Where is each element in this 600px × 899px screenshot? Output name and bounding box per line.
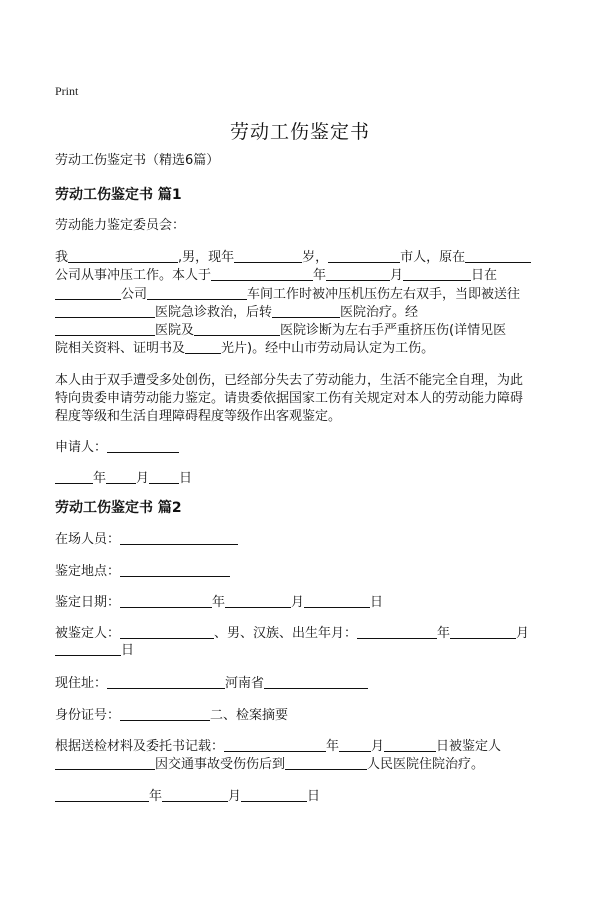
blank (55, 303, 155, 318)
blank (55, 755, 155, 770)
month-label: 月 (136, 471, 150, 486)
blank (55, 285, 121, 300)
p1-line5 (55, 321, 506, 341)
day-label: 日 (307, 789, 321, 804)
year-label: 年 (212, 595, 226, 610)
idno-label: 身份证号： (55, 708, 121, 723)
blank (185, 339, 221, 354)
section1-heading: 劳动工伤鉴定书 篇1 (55, 187, 182, 203)
place-line (55, 562, 230, 582)
text: 市人，原在 (400, 250, 466, 265)
blank (241, 787, 307, 802)
address-label: 现住址： (55, 676, 108, 691)
year-label: 年 (326, 739, 340, 754)
blank (272, 303, 340, 318)
document-subtitle: 劳动工伤鉴定书（精选6篇） (55, 153, 220, 168)
blank (147, 285, 247, 300)
blank (285, 755, 367, 770)
person-line-2 (55, 641, 134, 661)
month-label: 月 (516, 626, 530, 641)
blank (120, 530, 238, 545)
sign-date-line (55, 469, 192, 489)
text: 人民医院住院治疗。 (367, 757, 485, 772)
blank (234, 248, 302, 263)
p1-line6 (55, 339, 434, 359)
month-label: 月 (291, 595, 305, 610)
blank (107, 438, 179, 453)
text: ,男，现年 (178, 250, 235, 265)
blank (120, 593, 212, 608)
blank (225, 593, 291, 608)
blank (120, 624, 214, 639)
page-title: 劳动工伤鉴定书 (229, 121, 370, 143)
p1-line4 (55, 303, 418, 323)
print-link[interactable]: Print (55, 84, 79, 98)
p1-line3 (55, 285, 520, 305)
present-label: 在场人员： (55, 532, 121, 547)
year-label: 年 (93, 471, 107, 486)
day-label: 日 (121, 643, 135, 658)
text: 车间工作时被冲压机压伤左右双手，当即被送往 (247, 287, 521, 302)
year-label: 年 (437, 626, 451, 641)
summary-heading: 二、检案摘要 (210, 708, 289, 723)
text: 医院急诊救治，后转 (155, 305, 273, 320)
present-line (55, 530, 238, 550)
blank (403, 266, 471, 281)
text: 因交通事故受伤伤后到 (155, 757, 286, 772)
year-label: 年 (149, 789, 163, 804)
text: 我 (55, 250, 69, 265)
blank (68, 248, 178, 263)
day-label: 日 (370, 595, 384, 610)
accident-line (55, 755, 484, 775)
blank (55, 469, 93, 484)
blank (326, 266, 390, 281)
person-label: 被鉴定人： (55, 626, 121, 641)
blank (120, 706, 210, 721)
blank (450, 624, 516, 639)
text: 日在 (471, 268, 498, 283)
province-label: 河南省 (225, 676, 265, 691)
salutation: 劳动能力鉴定委员会： (55, 218, 186, 233)
basis-line (55, 737, 501, 757)
text: 院相关资料、证明书及 (55, 341, 186, 356)
address-line (55, 674, 368, 694)
basis-label: 根据送检材料及委托书记载： (55, 739, 225, 754)
day-label: 日 (179, 471, 193, 486)
p2-line1: 本人由于双手遭受多处创伤，已经部分失去了劳动能力，生活不能完全自理，为此 (55, 373, 524, 388)
place-label: 鉴定地点： (55, 564, 121, 579)
month-label: 月 (228, 789, 242, 804)
text: 医院治疗。经 (340, 305, 419, 320)
date-label: 鉴定日期： (55, 595, 121, 610)
blank (304, 593, 370, 608)
blank (120, 562, 230, 577)
blank (357, 624, 437, 639)
p1-line2 (55, 266, 497, 286)
blank (224, 737, 326, 752)
text: 公司 (121, 287, 148, 302)
date-line (55, 593, 383, 613)
text: 医院及 (155, 323, 195, 338)
p2-line2: 特向贵委申请劳动能力鉴定。请贵委依据国家工伤有关规定对本人的劳动能力障碍 (55, 391, 524, 406)
text: 岁， (302, 250, 329, 265)
blank (162, 787, 228, 802)
blank (384, 737, 436, 752)
blank (194, 321, 280, 336)
blank (339, 737, 371, 752)
p2-line3: 程度等级和生活自理障碍程度等级作出客观鉴定。 (55, 409, 342, 424)
applicant-label: 申请人： (55, 440, 108, 455)
final-date-line (55, 787, 320, 807)
blank (264, 674, 368, 689)
blank (55, 641, 121, 656)
text: 年 (313, 268, 327, 283)
text: 医院诊断为左右手严重挤压伤(详情见医 (280, 323, 507, 338)
text: 、男、汉族、出生年月： (214, 626, 358, 641)
blank (55, 787, 149, 802)
month-label: 月 (371, 739, 385, 754)
text: 公司从事冲压工作。本人于 (55, 268, 212, 283)
text: 月 (390, 268, 404, 283)
blank (328, 248, 400, 263)
blank (106, 469, 136, 484)
text: 光片)。经中山市劳动局认定为工伤。 (221, 341, 435, 356)
idno-line (55, 706, 288, 726)
applicant-line (55, 438, 179, 458)
blank (465, 248, 531, 263)
blank (149, 469, 179, 484)
p1-line1 (55, 248, 531, 268)
blank (211, 266, 313, 281)
blank (55, 321, 155, 336)
section2-heading: 劳动工伤鉴定书 篇2 (55, 500, 182, 516)
blank (107, 674, 225, 689)
text: 日被鉴定人 (436, 739, 502, 754)
